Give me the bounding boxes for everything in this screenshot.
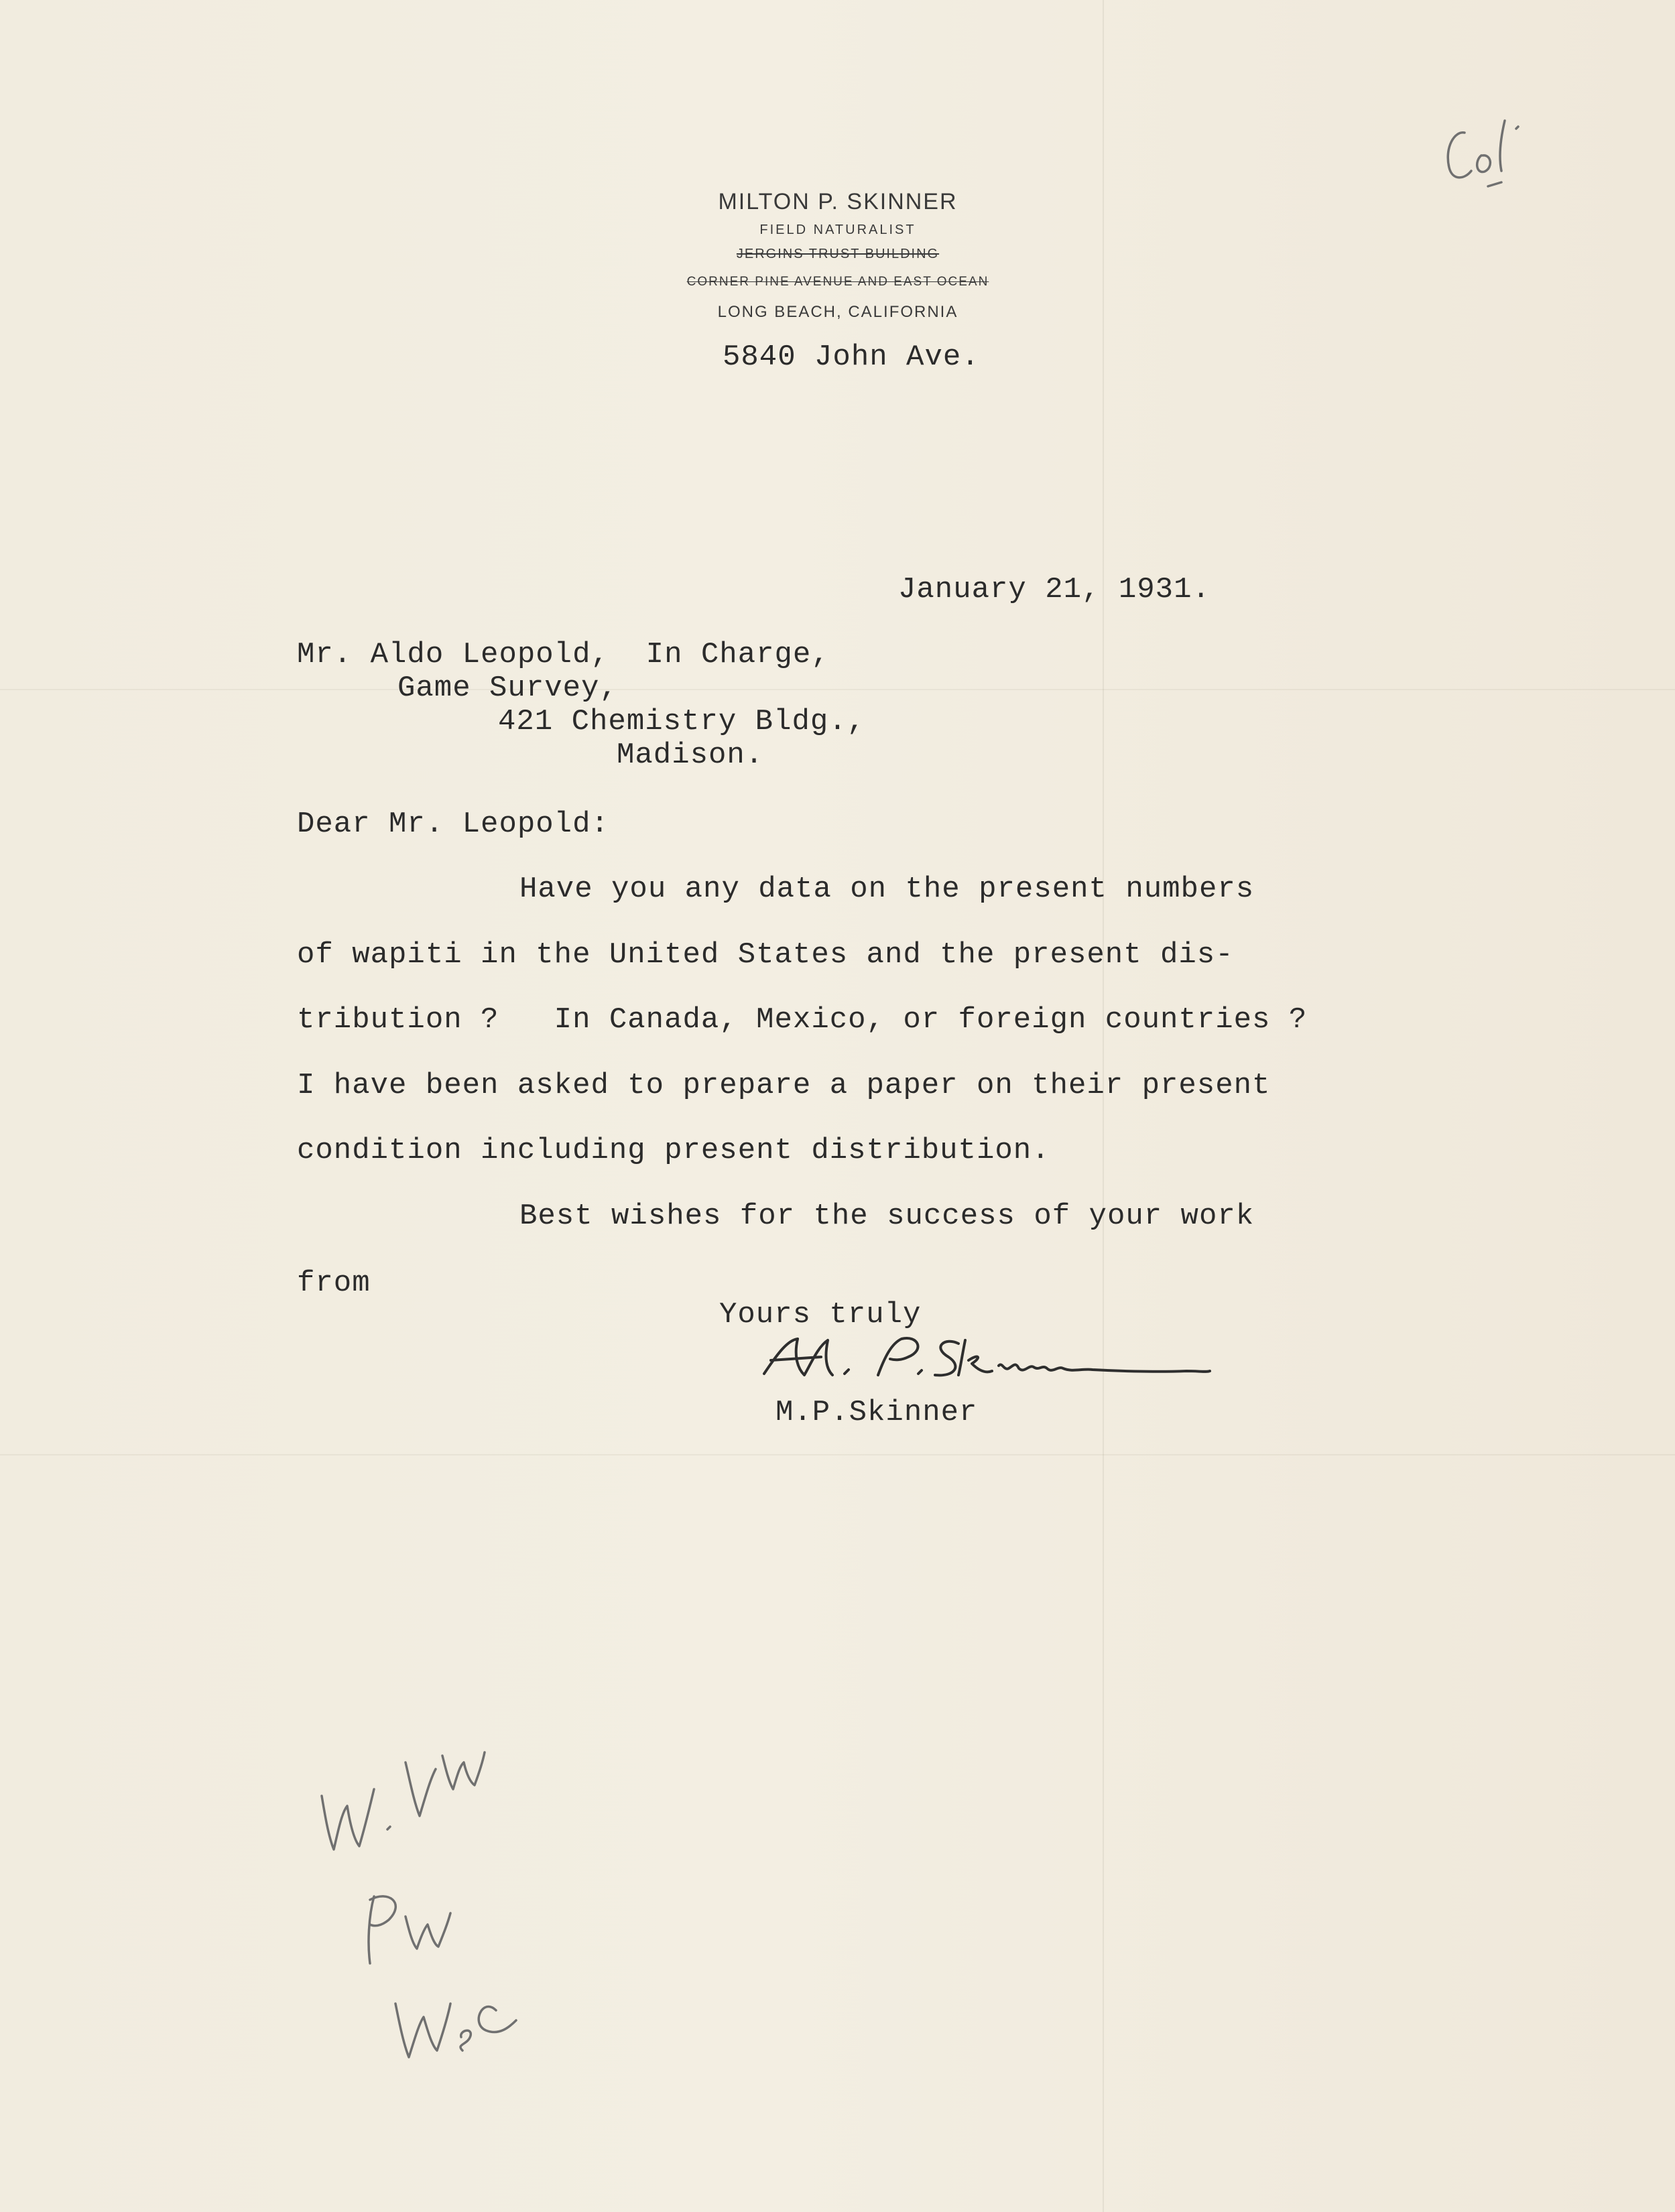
letterhead-struck-street: CORNER PINE AVENUE AND EAST OCEAN: [686, 275, 989, 289]
letterhead-city: LONG BEACH, CALIFORNIA: [717, 303, 958, 321]
body-line: condition including present distribution.: [297, 1134, 1050, 1167]
pencil-note-col: [1434, 101, 1555, 201]
body-line: Best wishes for the success of your work: [519, 1199, 1255, 1233]
horizontal-fold-crease-lower: [0, 1454, 1675, 1455]
letterhead-title: FIELD NATURALIST: [759, 222, 916, 237]
typed-new-address: 5840 John Ave.: [723, 340, 980, 374]
body-line: Have you any data on the present numbers: [519, 872, 1255, 906]
closing: Yours truly: [719, 1298, 922, 1331]
vertical-fold-crease: [1103, 0, 1104, 2212]
horizontal-fold-crease-upper: [0, 689, 1675, 690]
body-line: from: [297, 1266, 371, 1300]
typed-signature-name: M.P.Skinner: [776, 1396, 978, 1429]
body-line: tribution ? In Canada, Mexico, or foreign countries ?: [297, 1003, 1308, 1037]
pencil-notes-initials: [295, 1715, 617, 2091]
recipient-line-1: Mr. Aldo Leopold, In Charge,: [297, 638, 830, 671]
letter-date: January 21, 1931.: [898, 573, 1211, 606]
recipient-line-3: 421 Chemistry Bldg.,: [498, 705, 866, 738]
body-line: I have been asked to prepare a paper on their present: [297, 1069, 1271, 1102]
recipient-line-4: Madison.: [617, 738, 764, 772]
recipient-line-2: Game Survey,: [397, 671, 618, 705]
salutation: Dear Mr. Leopold:: [297, 807, 609, 841]
letterhead-name: MILTON P. SKINNER: [718, 189, 958, 214]
handwritten-signature: [757, 1327, 1213, 1394]
body-line: of wapiti in the United States and the present dis-: [297, 938, 1234, 972]
letterhead-struck-building: JERGINS TRUST BUILDING: [736, 247, 940, 261]
